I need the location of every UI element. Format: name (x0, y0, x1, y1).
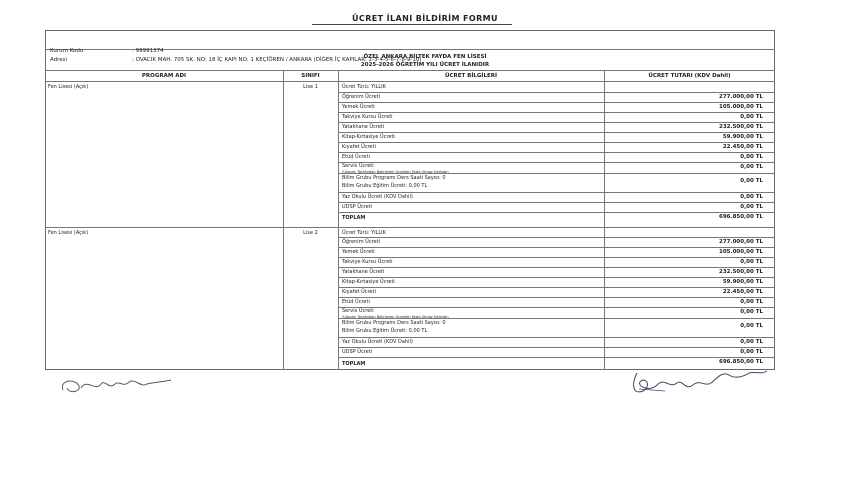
section1-row-label: Yaz Okulu Ücreti (KDV Dahil) (342, 194, 413, 200)
section1-science-fee: Bilim Grubu Eğitim Ücreti: 0,00 TL (342, 183, 428, 189)
section1-class: Lise 1 (303, 84, 318, 90)
section2-row-amount: 0,00 TL (740, 309, 763, 315)
row-line (338, 247, 775, 248)
left-signature (55, 370, 185, 400)
row-line (338, 267, 775, 268)
row-line (338, 152, 775, 153)
row-line (338, 202, 775, 203)
section2-row-amount: 105.000,00 TL (719, 249, 763, 255)
institution-code-value: : 99991374 (132, 48, 164, 54)
row-line (338, 297, 775, 298)
section2-science-fee: Bilim Grubu Eğitim Ücreti: 0,00 TL (342, 328, 428, 334)
row-line (338, 132, 775, 133)
section1-row-label: Kitap-Kırtasiye Ücreti (342, 134, 395, 140)
section1-row-label: Etüd Ücreti (342, 154, 370, 160)
section1-row-amount: 0,00 TL (740, 164, 763, 170)
section1-total-label: TOPLAM (342, 215, 366, 221)
row-line (338, 257, 775, 258)
column-class: SINIFI (301, 73, 320, 79)
section1-row-label: Yatakhane Ücreti (342, 124, 385, 130)
service-fee-note: (Ulaşımı Tarafından Belirlenen Ücretten Fazla Olmaz Halinde) (342, 315, 449, 319)
row-line (338, 142, 775, 143)
section2-row-label: UDSP Ücreti (342, 349, 373, 355)
row-line (338, 347, 775, 348)
section2-row-label: Kitap-Kırtasiye Ücreti (342, 279, 395, 285)
section2-row-label: Takviye Kursu Ücreti (342, 259, 393, 265)
section2-row-amount: 0,00 TL (740, 299, 763, 305)
column-divider-1 (283, 70, 284, 370)
section1-row-label: Yemek Ücreti (342, 104, 375, 110)
section2-fee-type: Ücret Türü: YILLIK (342, 230, 386, 236)
section1-row-amount: 0,00 TL (740, 204, 763, 210)
row-line (338, 102, 775, 103)
row-line (338, 192, 775, 193)
column-divider-2 (338, 70, 339, 370)
section1-science-hours: Bilim Grubu Programı Ders Saati Sayısı: 0 (342, 175, 446, 181)
section2-row-label: Etüd Ücreti (342, 299, 370, 305)
section2-row-amount: 59.900,00 TL (722, 279, 763, 285)
section2-row-amount: 22.450,00 TL (722, 289, 763, 295)
section1-row-amount: 0,00 TL (740, 154, 763, 160)
institution-address-value: : OVACIK MAH. 705 SK. NO: 18 İÇ KAPI NO: 1 KEÇİÖREN / ANKARA (DİĞER İÇ KAPILAR: 2-3-4-5-6-7-8-9-10) (132, 57, 422, 63)
section2-row-amount: 0,00 TL (740, 259, 763, 265)
row-line (338, 112, 775, 113)
row-line (338, 122, 775, 123)
section1-row-label: Kıyafet Ücreti (342, 144, 376, 150)
section1-row-amount: 105.000,00 TL (719, 104, 763, 110)
section1-row-amount: 59.900,00 TL (722, 134, 763, 140)
row-line (338, 318, 775, 319)
row-line (338, 277, 775, 278)
section2-row-label: Kıyafet Ücreti (342, 289, 376, 295)
section1-fee-type: Ücret Türü: YILLIK (342, 84, 386, 90)
section2-class: Lise 2 (303, 230, 318, 236)
section-divider (45, 227, 775, 228)
service-fee-label: Servis Ücreti (342, 163, 374, 169)
row-line (338, 357, 775, 358)
section2-row-amount: 232.500,00 TL (719, 269, 763, 275)
service-fee-label: Servis Ücreti (342, 308, 374, 314)
row-line (338, 173, 775, 174)
section1-total-amount: 696.850,00 TL (719, 214, 763, 220)
section1-row-label: UDSP Ücreti (342, 204, 373, 210)
form-title: ÜCRET İLANI BİLDİRİM FORMU (352, 14, 498, 23)
right-signature (625, 365, 775, 405)
section1-row-amount: 232.500,00 TL (719, 124, 763, 130)
header-top-line (45, 70, 775, 71)
column-fee-info: ÜCRET BİLGİLERİ (444, 73, 497, 79)
section2-row-label: Yaz Okulu Ücreti (KDV Dahil) (342, 339, 413, 345)
section2-total-label: TOPLAM (342, 361, 366, 367)
section2-program: Fen Lisesi (Açık) (48, 230, 89, 236)
section1-program: Fen Lisesi (Açık) (48, 84, 89, 90)
row-line (338, 287, 775, 288)
section1-row-amount: 0,00 TL (740, 194, 763, 200)
section1-row-label: Takviye Kursu Ücreti (342, 114, 393, 120)
institution-address-label: Adresi (50, 57, 68, 63)
school-name: ÖZEL ANKARA BİLTEK FAYDA FEN LİSESİ (363, 54, 487, 60)
service-fee-note: (Ulaşımı Tarafından Belirlenen Ücretten Fazla Olmaz Halinde) (342, 170, 449, 174)
section2-science-hours: Bilim Grubu Programı Ders Saati Sayısı: 0 (342, 320, 446, 326)
row-line (338, 212, 775, 213)
section2-row-label: Öğrenim Ücreti (342, 239, 380, 245)
section1-row-amount: 0,00 TL (740, 114, 763, 120)
section2-row-label: Yemek Ücreti (342, 249, 375, 255)
section1-row-amount: 22.450,00 TL (722, 144, 763, 150)
row-line (338, 92, 775, 93)
section1-row-label: Öğrenim Ücreti (342, 94, 380, 100)
row-line (338, 237, 775, 238)
section2-row-amount: 0,00 TL (740, 339, 763, 345)
section1-row-amount: 0,00 TL (740, 178, 763, 184)
section2-row-amount: 0,00 TL (740, 323, 763, 329)
column-fee-total: ÜCRET TUTARI (KDV Dahil) (648, 73, 731, 79)
announcement-title: 2025-2026 ÖĞRETİM YILI ÜCRET İLANIDIR (360, 62, 490, 68)
section1-row-amount: 277.000,00 TL (719, 94, 763, 100)
header-bottom-line (45, 81, 775, 82)
section2-row-amount: 0,00 TL (740, 349, 763, 355)
column-program: PROGRAM ADI (141, 73, 187, 79)
institution-code-label: Kurum Kodu (50, 48, 84, 54)
section2-row-amount: 277.000,00 TL (719, 239, 763, 245)
section2-total-amount: 696.850,00 TL (719, 359, 763, 365)
title-underline (312, 24, 512, 25)
row-line (338, 337, 775, 338)
section2-row-label: Yatakhane Ücreti (342, 269, 385, 275)
